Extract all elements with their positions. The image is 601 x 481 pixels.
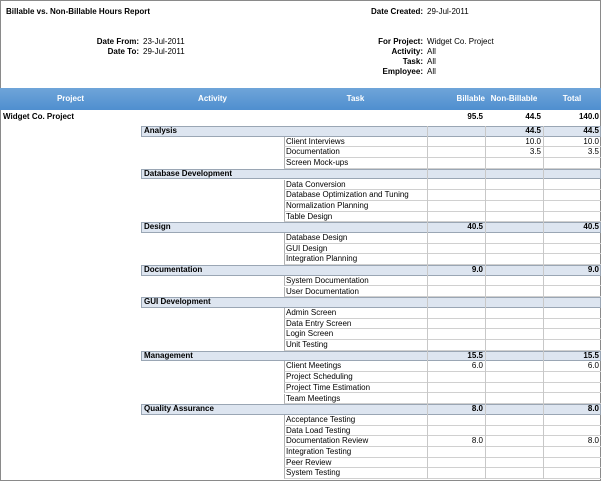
task-label: GUI Design <box>286 243 328 253</box>
task-billable <box>427 447 483 458</box>
project-billable: 95.5 <box>467 112 483 121</box>
column-header-non-billable: Non-Billable <box>490 94 538 103</box>
task-filter-value: All <box>427 57 436 66</box>
activity-total: 44.5 <box>583 126 599 135</box>
task-label: System Documentation <box>286 275 369 285</box>
task-total: 8.0 <box>587 436 599 446</box>
task-label: Screen Mock-ups <box>286 158 349 168</box>
task-billable: 6.0 <box>471 361 483 371</box>
activity-non-billable <box>485 222 541 233</box>
task-non-billable <box>485 212 541 223</box>
task-row <box>0 158 601 169</box>
task-row <box>0 458 601 469</box>
task-total <box>543 212 599 223</box>
task-non-billable <box>485 436 541 447</box>
activity-total: 8.0 <box>587 404 599 414</box>
task-non-billable <box>485 372 541 383</box>
activity-total: 40.5 <box>583 222 599 232</box>
task-total <box>543 276 599 287</box>
task-non-billable <box>485 180 541 191</box>
task-total <box>543 340 599 351</box>
task-label: Login Screen <box>286 329 334 339</box>
task-total <box>543 372 599 383</box>
activity-billable <box>427 126 483 137</box>
task-billable <box>427 308 483 319</box>
task-non-billable <box>485 329 541 340</box>
activity-non-billable: 44.5 <box>525 126 541 135</box>
project-name: Widget Co. Project <box>3 112 75 121</box>
task-non-billable <box>485 254 541 265</box>
activity-total: 9.0 <box>587 265 599 275</box>
column-header-project: Project <box>56 94 85 103</box>
activity-total: 15.5 <box>583 350 599 360</box>
activity-row <box>0 126 601 137</box>
activity-non-billable <box>485 265 541 276</box>
column-header-task: Task <box>346 94 365 103</box>
task-row <box>0 415 601 426</box>
activity-total <box>543 169 599 180</box>
task-row <box>0 394 601 405</box>
task-label: Integration Planning <box>286 254 358 264</box>
task-billable <box>427 394 483 405</box>
activity-label: Documentation <box>144 265 203 275</box>
task-label: Documentation <box>286 147 340 157</box>
task-non-billable <box>485 190 541 201</box>
employee-filter-label: Employee: <box>382 67 423 76</box>
task-row <box>0 361 601 372</box>
task-total: 3.5 <box>587 147 599 157</box>
task-non-billable <box>485 201 541 212</box>
task-total <box>543 383 599 394</box>
task-billable <box>427 426 483 437</box>
activity-row <box>0 351 601 362</box>
task-non-billable <box>485 287 541 298</box>
task-label: Data Load Testing <box>286 425 351 435</box>
task-non-billable <box>485 319 541 330</box>
task-label: Integration Testing <box>286 447 352 456</box>
task-label: Normalization Planning <box>286 200 369 210</box>
task-total <box>543 319 599 330</box>
task-non-billable <box>485 468 541 479</box>
task-row <box>0 190 601 201</box>
activity-label: Quality Assurance <box>144 404 214 414</box>
task-total <box>543 458 599 469</box>
grid-line <box>427 126 428 479</box>
task-label: Data Entry Screen <box>286 318 352 328</box>
task-total <box>543 329 599 340</box>
task-non-billable <box>485 426 541 437</box>
task-billable <box>427 287 483 298</box>
task-billable <box>427 468 483 479</box>
task-non-billable <box>485 276 541 287</box>
task-label: Team Meetings <box>286 393 341 403</box>
task-total <box>543 233 599 244</box>
task-billable <box>427 233 483 244</box>
task-row <box>0 254 601 265</box>
date-from-value: 23-Jul-2011 <box>143 37 185 46</box>
activity-row <box>0 222 601 233</box>
task-non-billable <box>485 233 541 244</box>
task-non-billable <box>485 383 541 394</box>
grid-line <box>543 126 544 479</box>
task-label: System Testing <box>286 468 341 478</box>
task-non-billable <box>485 158 541 169</box>
task-row <box>0 147 601 158</box>
activity-filter-value: All <box>427 47 436 56</box>
task-label: User Documentation <box>286 286 359 296</box>
task-label: Documentation Review <box>286 436 369 446</box>
task-billable <box>427 372 483 383</box>
activity-filter-label: Activity: <box>391 47 423 56</box>
activity-label: Database Development <box>144 168 233 178</box>
task-label: Project Time Estimation <box>286 382 371 392</box>
task-total <box>543 244 599 255</box>
task-non-billable: 3.5 <box>529 147 541 157</box>
task-billable <box>427 319 483 330</box>
task-label: Unit Testing <box>286 340 328 349</box>
task-total <box>543 201 599 212</box>
task-row <box>0 372 601 383</box>
employee-filter-value: All <box>427 67 436 76</box>
task-total <box>543 180 599 191</box>
task-row <box>0 201 601 212</box>
task-label: Acceptance Testing <box>286 414 356 424</box>
task-non-billable <box>485 415 541 426</box>
task-label: Project Scheduling <box>286 372 353 382</box>
task-label: Admin Screen <box>286 307 337 317</box>
task-row <box>0 233 601 244</box>
activity-row <box>0 265 601 276</box>
task-total <box>543 308 599 319</box>
activity-billable: 15.5 <box>467 350 483 360</box>
task-total: 10.0 <box>583 136 599 146</box>
activity-non-billable <box>485 351 541 362</box>
task-row <box>0 329 601 340</box>
task-label: Client Meetings <box>286 361 342 371</box>
task-non-billable <box>485 244 541 255</box>
task-row <box>0 319 601 330</box>
task-total <box>543 254 599 265</box>
activity-non-billable <box>485 169 541 180</box>
task-row <box>0 383 601 394</box>
column-header-billable: Billable <box>456 94 485 103</box>
activity-non-billable <box>485 404 541 415</box>
task-total <box>543 468 599 479</box>
task-row <box>0 308 601 319</box>
task-label: Peer Review <box>286 457 332 467</box>
report-title: Billable vs. Non-Billable Hours Report <box>6 7 151 16</box>
activity-row <box>0 297 601 308</box>
task-non-billable <box>485 447 541 458</box>
activity-label: Analysis <box>144 126 177 135</box>
task-total <box>543 287 599 298</box>
task-total <box>543 158 599 169</box>
date-to-value: 29-Jul-2011 <box>143 47 185 56</box>
date-from-label: Date From: <box>96 37 139 46</box>
task-label: Table Design <box>286 211 333 221</box>
task-billable <box>427 254 483 265</box>
task-label: Data Conversion <box>286 179 346 189</box>
activity-row <box>0 169 601 180</box>
column-header-bar <box>0 88 601 110</box>
task-non-billable: 10.0 <box>525 136 541 146</box>
task-non-billable <box>485 340 541 351</box>
task-non-billable <box>485 361 541 372</box>
task-label: Database Design <box>286 233 348 242</box>
task-label: Client Interviews <box>286 136 345 146</box>
column-header-activity: Activity <box>198 94 227 103</box>
task-billable <box>427 190 483 201</box>
activity-label: GUI Development <box>144 297 211 307</box>
task-label: Database Optimization and Tuning <box>286 190 409 200</box>
task-row <box>0 180 601 191</box>
task-non-billable <box>485 458 541 469</box>
activity-billable <box>427 169 483 180</box>
task-total <box>543 447 599 458</box>
task-total: 6.0 <box>587 361 599 371</box>
task-billable <box>427 383 483 394</box>
date-created-label: Date Created: <box>370 7 423 16</box>
task-billable <box>427 137 483 148</box>
activity-total <box>543 297 599 308</box>
task-row <box>0 340 601 351</box>
task-billable <box>427 329 483 340</box>
task-billable <box>427 180 483 191</box>
task-row <box>0 276 601 287</box>
task-billable <box>427 201 483 212</box>
task-row <box>0 212 601 223</box>
task-total <box>543 394 599 405</box>
task-filter-label: Task: <box>402 57 423 66</box>
task-billable <box>427 415 483 426</box>
task-non-billable <box>485 308 541 319</box>
task-non-billable <box>485 394 541 405</box>
project-row <box>0 112 601 123</box>
task-billable <box>427 158 483 169</box>
activity-row <box>0 404 601 415</box>
task-row <box>0 468 601 479</box>
task-billable <box>427 212 483 223</box>
task-row <box>0 137 601 148</box>
activity-label: Design <box>144 222 171 232</box>
date-to-label: Date To: <box>107 47 139 56</box>
task-billable <box>427 458 483 469</box>
task-row <box>0 436 601 447</box>
project-total: 140.0 <box>578 112 599 121</box>
task-total <box>543 415 599 426</box>
task-total <box>543 190 599 201</box>
activity-billable: 40.5 <box>467 222 483 232</box>
task-billable: 8.0 <box>471 436 483 446</box>
column-header-total: Total <box>562 94 582 103</box>
task-billable <box>427 340 483 351</box>
grid-line <box>485 126 486 479</box>
activity-billable: 8.0 <box>471 404 483 414</box>
task-total <box>543 426 599 437</box>
task-row <box>0 426 601 437</box>
for-project-label: For Project: <box>378 37 423 46</box>
for-project-value: Widget Co. Project <box>427 37 494 46</box>
task-billable <box>427 276 483 287</box>
task-billable <box>427 147 483 158</box>
task-billable <box>427 244 483 255</box>
project-non-billable: 44.5 <box>525 112 541 121</box>
activity-billable <box>427 297 483 308</box>
task-row <box>0 244 601 255</box>
activity-billable: 9.0 <box>471 265 483 275</box>
date-created-value: 29-Jul-2011 <box>427 7 469 16</box>
task-row <box>0 287 601 298</box>
activity-label: Management <box>144 350 193 360</box>
task-row <box>0 447 601 458</box>
activity-non-billable <box>485 297 541 308</box>
